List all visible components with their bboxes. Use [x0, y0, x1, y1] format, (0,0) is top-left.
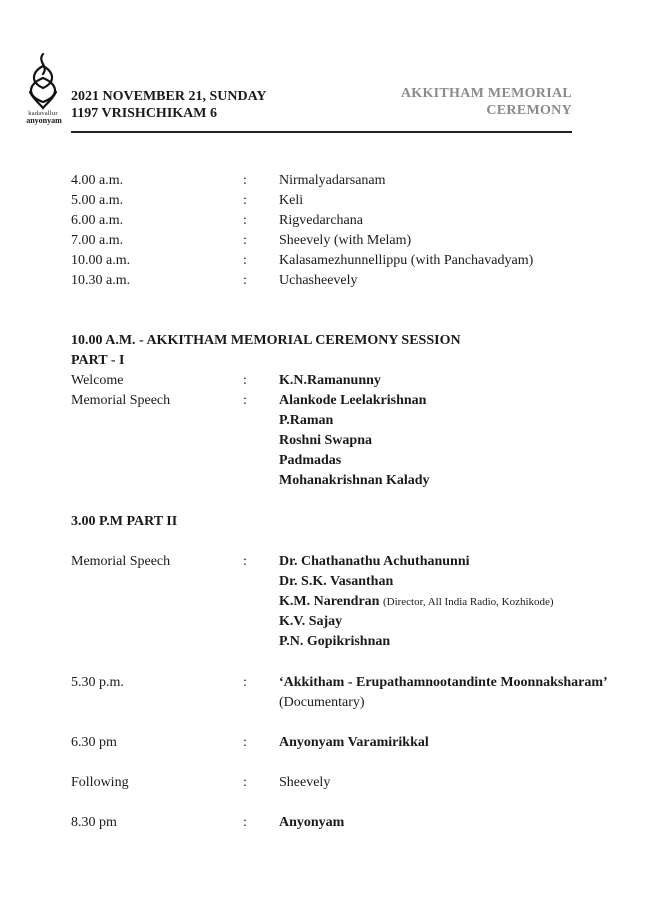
speaker-name: P.N. Gopikrishnan [279, 634, 391, 649]
schedule-time: 8.30 pm [71, 815, 117, 830]
schedule-time: 4.00 a.m. [71, 173, 124, 188]
documentary-row [71, 673, 611, 693]
speaker-name: Mohanakrishnan Kalady [279, 473, 430, 488]
separator: : [243, 393, 247, 408]
speaker-name: Alankode Leelakrishnan [279, 393, 427, 408]
separator: : [243, 735, 247, 750]
speaker-designation: (Director, All India Radio, Kozhikode) [382, 596, 554, 608]
schedule-row [71, 271, 611, 291]
lamp-flame-icon [22, 52, 64, 110]
separator: : [243, 233, 247, 248]
schedule-event: Sheevely (with Melam) [279, 233, 412, 248]
speaker-name: K.M. Narendran [279, 594, 380, 609]
schedule-row [71, 733, 611, 753]
separator: : [243, 273, 247, 288]
speaker-name: K.V. Sajay [279, 614, 343, 629]
speaker-row [71, 471, 611, 491]
schedule-event: Anyonyam [279, 815, 345, 830]
speaker-name: P.Raman [279, 413, 334, 428]
event-date [71, 88, 267, 122]
speaker-row [71, 411, 611, 431]
speaker-row [71, 612, 611, 632]
schedule-row [71, 211, 611, 231]
schedule-row [71, 773, 611, 793]
gregorian-date: 2021 NOVEMBER 21, SUNDAY [71, 89, 267, 104]
speaker-with-note [279, 592, 554, 612]
speaker-row [71, 572, 611, 592]
speaker-name: Dr. Chathanathu Achuthanunni [279, 554, 470, 569]
memorial-speech-row [71, 391, 611, 411]
memorial-speech-row [71, 552, 611, 572]
schedule-row [71, 813, 611, 833]
separator: : [243, 554, 247, 569]
title-line-2: CEREMONY [486, 103, 572, 118]
schedule-row [71, 171, 611, 191]
speaker-name: Roshni Swapna [279, 433, 372, 448]
malayalam-date: 1197 VRISHCHIKAM 6 [71, 106, 217, 121]
schedule-time: 10.00 a.m. [71, 253, 131, 268]
schedule-event: Kalasamezhunnellippu (with Panchavadyam) [279, 253, 534, 268]
schedule-time: 6.30 pm [71, 735, 117, 750]
welcome-row [71, 371, 611, 391]
documentary-note: (Documentary) [279, 695, 365, 710]
schedule-time: 7.00 a.m. [71, 233, 124, 248]
page-title [401, 85, 572, 119]
schedule-row [71, 191, 611, 211]
schedule-row [71, 231, 611, 251]
separator: : [243, 775, 247, 790]
schedule-time: 5.00 a.m. [71, 193, 124, 208]
separator: : [243, 253, 247, 268]
schedule-event: Keli [279, 193, 304, 208]
speaker-name: Padmadas [279, 453, 342, 468]
documentary-title: ‘Akkitham - Erupathamnootandinte Moonnaksharam’ [279, 675, 608, 690]
logo-text-bottom: anyonyam [26, 116, 62, 125]
speaker-row [71, 592, 611, 612]
documentary-note-row [71, 693, 611, 713]
logo-text-top: kadavallur [28, 110, 58, 117]
separator: : [243, 173, 247, 188]
memorial-speech-label: Memorial Speech [71, 393, 171, 408]
schedule-time: Following [71, 775, 129, 790]
header-divider [71, 131, 572, 133]
part-one-heading: PART - I [71, 353, 125, 368]
schedule-time: 10.30 a.m. [71, 273, 131, 288]
separator: : [243, 675, 247, 690]
welcome-speaker: K.N.Ramanunny [279, 373, 381, 388]
schedule-time: 6.00 a.m. [71, 213, 124, 228]
separator: : [243, 815, 247, 830]
separator: : [243, 193, 247, 208]
welcome-label: Welcome [71, 373, 124, 388]
memorial-speech-label: Memorial Speech [71, 554, 171, 569]
anyonyam-logo [22, 52, 64, 124]
separator: : [243, 213, 247, 228]
speaker-row [71, 632, 611, 652]
schedule-event: Uchasheevely [279, 273, 358, 288]
session-heading: 10.00 A.M. - AKKITHAM MEMORIAL CEREMONY SESSION [71, 333, 461, 348]
part-two-heading: 3.00 P.M PART II [71, 514, 178, 529]
schedule-event: Nirmalyadarsanam [279, 173, 386, 188]
schedule-event: Sheevely [279, 775, 331, 790]
title-line-1: AKKITHAM MEMORIAL [400, 86, 572, 101]
schedule-event: Rigvedarchana [279, 213, 363, 228]
speaker-row [71, 431, 611, 451]
speaker-name: Dr. S.K. Vasanthan [279, 574, 394, 589]
schedule-event: Anyonyam Varamirikkal [279, 735, 429, 750]
separator: : [243, 373, 247, 388]
speaker-row [71, 451, 611, 471]
schedule-time: 5.30 p.m. [71, 675, 124, 690]
schedule-row [71, 251, 611, 271]
